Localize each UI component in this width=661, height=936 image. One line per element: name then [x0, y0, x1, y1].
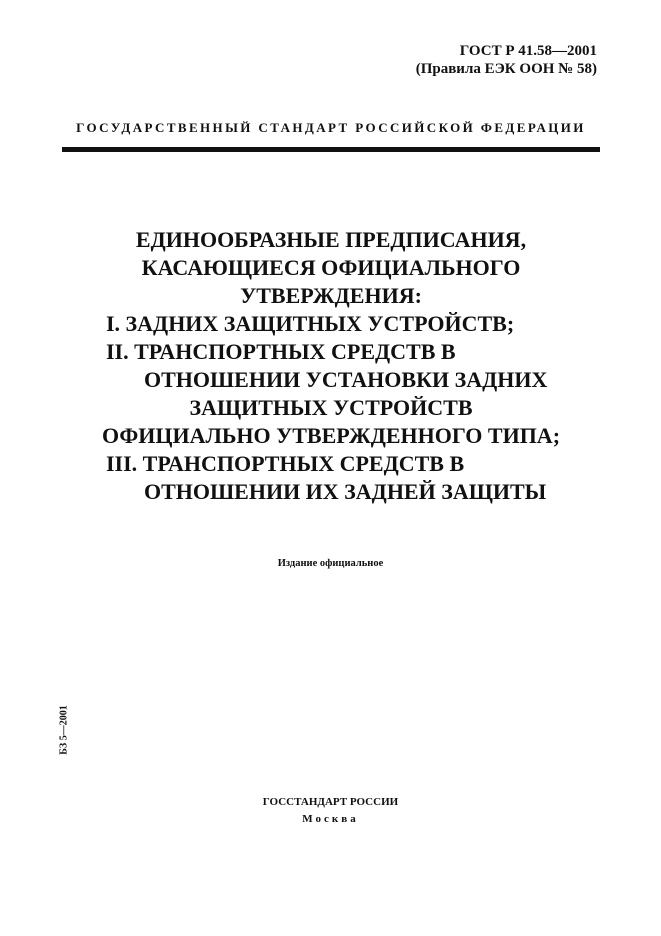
side-code [56, 700, 72, 760]
edition-note: Издание официальное [277, 558, 384, 569]
title-line: ЗАЩИТНЫХ УСТРОЙСТВ [189, 395, 473, 420]
publisher-block [0, 794, 661, 828]
publisher-org: ГОССТАНДАРТ РОССИИ [262, 796, 399, 808]
title-line: II. ТРАНСПОРТНЫХ СРЕДСТВ В [106, 339, 456, 364]
title-line: УТВЕРЖДЕНИЯ: [240, 283, 422, 308]
gost-number: ГОСТ Р 41.58—2001 [459, 43, 597, 59]
publisher-city: Москва [302, 813, 359, 825]
title-line: ОФИЦИАЛЬНО УТВЕРЖДЕННОГО ТИПА; [101, 423, 561, 448]
gost-designation [416, 42, 597, 78]
document-title [60, 226, 602, 506]
title-line: ЕДИНООБРАЗНЫЕ ПРЕДПИСАНИЯ, [135, 227, 527, 252]
side-code-text: БЗ 5—2001 [58, 705, 70, 755]
title-line: КАСАЮЩИЕСЯ ОФИЦИАЛЬНОГО [141, 255, 521, 280]
title-line: ОТНОШЕНИИ ИХ ЗАДНЕЙ ЗАЩИТЫ [144, 479, 547, 504]
title-line: I. ЗАДНИХ ЗАЩИТНЫХ УСТРОЙСТВ; [106, 311, 515, 336]
title-line: III. ТРАНСПОРТНЫХ СРЕДСТВ В [106, 451, 465, 476]
rules-reference: (Правила ЕЭК ООН № 58) [415, 61, 597, 77]
title-line: ОТНОШЕНИИ УСТАНОВКИ ЗАДНИХ [144, 367, 548, 392]
state-standard-banner: ГОСУДАРСТВЕННЫЙ СТАНДАРТ РОССИЙСКОЙ ФЕДЕРАЦИИ [76, 120, 586, 135]
header-divider [62, 147, 600, 152]
